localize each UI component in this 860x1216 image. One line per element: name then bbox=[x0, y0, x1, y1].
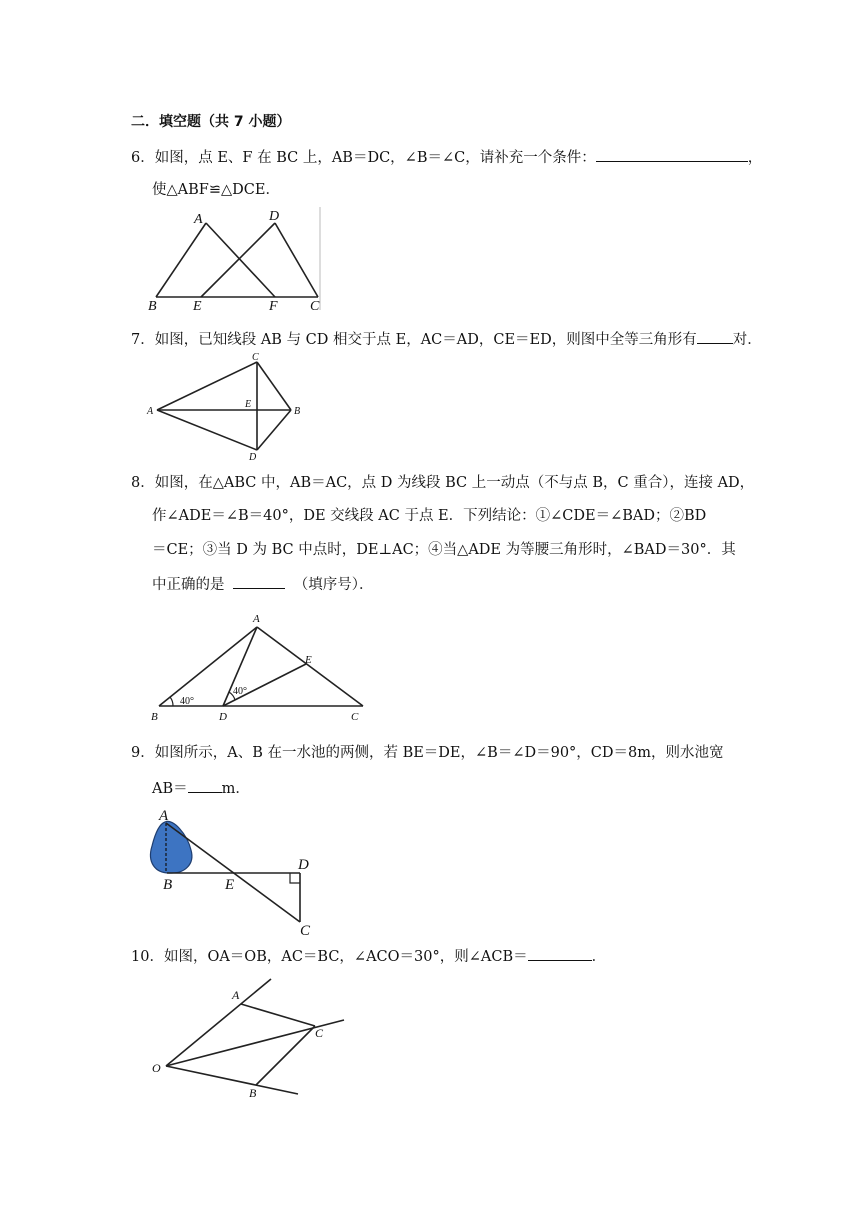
q6-label-A: A bbox=[194, 212, 203, 227]
q7-text-end: 对． bbox=[732, 332, 762, 348]
q6-text-end: ， bbox=[747, 150, 763, 166]
q9-answer-blank[interactable] bbox=[188, 777, 222, 793]
q10-text-a: 10．如图，OA＝OB，AC＝BC，∠ACO＝30°，则∠ACB＝ bbox=[131, 949, 528, 965]
q8-line1: 8．如图，在△ABC 中，AB＝AC，点 D 为线段 BC 上一动点（不与点 B，C 重合），连接 AD， bbox=[131, 475, 755, 491]
q6-answer-blank[interactable] bbox=[596, 146, 748, 162]
q6-figure bbox=[145, 205, 325, 313]
q10-answer-blank[interactable] bbox=[528, 945, 592, 961]
q7-label-B: B bbox=[294, 406, 301, 417]
q7-answer-blank[interactable] bbox=[697, 328, 733, 344]
q7-line1 bbox=[131, 328, 762, 350]
q7-label-E: E bbox=[245, 399, 252, 410]
q6-label-D: D bbox=[269, 209, 280, 224]
q10-label-C: C bbox=[315, 1026, 324, 1040]
q8-label-D: D bbox=[219, 711, 227, 723]
q9-pond bbox=[151, 821, 192, 873]
q9-label-E: E bbox=[225, 877, 235, 893]
section-title: 二．填空题（共 7 小题） bbox=[131, 114, 291, 130]
q6-label-E: E bbox=[193, 299, 202, 314]
q7-figure bbox=[145, 350, 315, 463]
q9-figure bbox=[145, 806, 325, 939]
q6-text: 6．如图，点 E、F 在 BC 上，AB＝DC，∠B＝∠C，请补充一个条件： bbox=[131, 150, 596, 166]
q8-label-E: E bbox=[305, 654, 312, 666]
q9-text-b: m． bbox=[221, 781, 250, 797]
q9-label-C: C bbox=[300, 923, 311, 939]
q8-angle-D-label: 40° bbox=[233, 686, 247, 697]
q7-label-A: A bbox=[147, 406, 154, 417]
q6-line1 bbox=[131, 146, 762, 168]
q9-line2 bbox=[152, 777, 250, 799]
q9-label-D: D bbox=[298, 857, 309, 873]
q10-text-b: ． bbox=[591, 949, 607, 965]
q8-line3: ＝CE；③当 D 为 BC 中点时，DE⊥AC；④当△ADE 为等腰三角形时，∠BAD＝30°．其 bbox=[152, 542, 736, 558]
q9-label-B: B bbox=[163, 877, 173, 893]
q8-line4 bbox=[152, 573, 373, 595]
q8-text-a: 中正确的是 bbox=[152, 577, 225, 593]
q10-label-B: B bbox=[249, 1086, 257, 1100]
q6-label-B: B bbox=[148, 299, 157, 314]
q8-label-A: A bbox=[253, 613, 260, 625]
q8-angle-B-label: 40° bbox=[180, 696, 194, 707]
q8-label-B: B bbox=[151, 711, 158, 723]
q6-line2: 使△ABF≌△DCE． bbox=[152, 182, 280, 198]
q8-line2: 作∠ADE＝∠B＝40°，DE 交线段 AC 于点 E．下列结论：①∠CDE＝∠BAD；②BD bbox=[152, 508, 707, 524]
q10-label-A: A bbox=[232, 988, 240, 1002]
q7-label-D: D bbox=[249, 452, 257, 463]
q9-text-a: AB＝ bbox=[152, 781, 188, 797]
q8-answer-blank[interactable] bbox=[233, 573, 285, 589]
q10-figure bbox=[145, 975, 365, 1100]
q8-figure bbox=[145, 610, 385, 725]
q6-label-C: C bbox=[310, 299, 320, 314]
q10-line1 bbox=[131, 945, 606, 967]
q10-label-O: O bbox=[152, 1061, 161, 1075]
q7-text: 7．如图，已知线段 AB 与 CD 相交于点 E，AC＝AD，CE＝ED，则图中全等三角形有 bbox=[131, 332, 697, 348]
q7-label-C: C bbox=[252, 352, 259, 363]
q8-label-C: C bbox=[351, 711, 359, 723]
q8-text-b: （填序号）． bbox=[293, 577, 374, 593]
q9-line1: 9．如图所示，A、B 在一水池的两侧，若 BE＝DE，∠B＝∠D＝90°，CD＝8m，则水池宽 bbox=[131, 745, 724, 761]
q6-label-F: F bbox=[269, 299, 278, 314]
q9-label-A: A bbox=[159, 808, 169, 824]
